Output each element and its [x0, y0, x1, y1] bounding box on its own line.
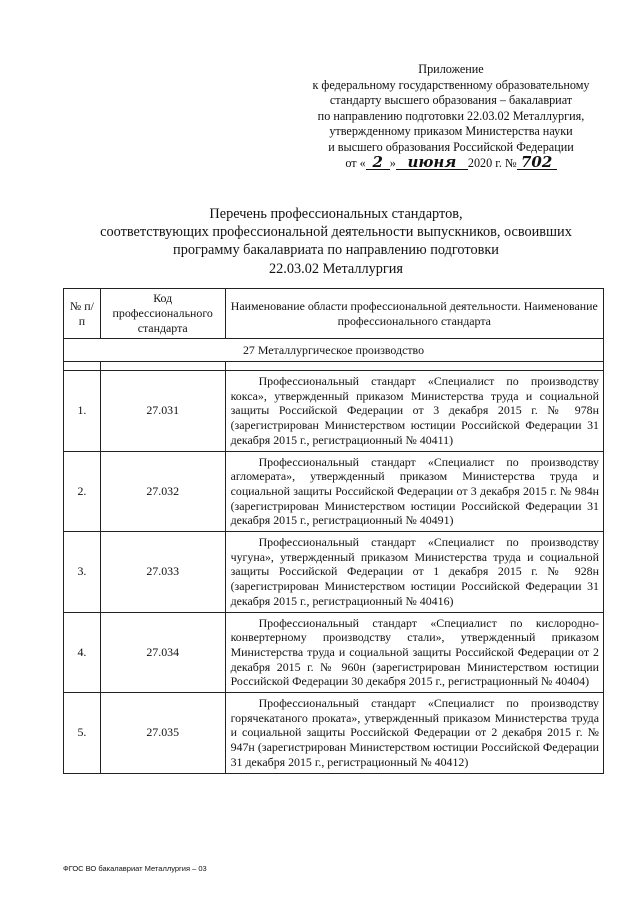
- table-row: [64, 693, 604, 774]
- table-header-row: [64, 289, 604, 339]
- standards-table: [63, 288, 604, 774]
- row-code: 27.034: [100, 612, 225, 693]
- row-desc: Профессиональный стандарт «Специалист по производству чугуна», утвержденный приказом Министерства труда и социальной защиты Российской Федерации от 1 декабря 2015 г. № 928н (зарегистрирован Министерством юстиции Российской Федерации 31 декабря 2015 г., регистрационный № 40416): [225, 532, 603, 613]
- row-desc: Профессиональный стандарт «Специалист по производству горячекатаного проката», утвержденный приказом Министерства труда и социальной защиты Российской Федерации от 2 декабря 2015 г. № 947н (зарегистрирован Министерством юстиции Российской Федерации 31 декабря 2015 г., регистрационный № 40412): [225, 693, 603, 774]
- row-desc: Профессиональный стандарт «Специалист по производству агломерата», утвержденный приказом Министерства труда и социальной защиты Российской Федерации от 3 декабря 2015 г. № 984н (зарегистрирован Министерством юстиции Российской Федерации 31 декабря 2015 г., регистрационный № 40491): [225, 451, 603, 532]
- spacer-cell: [100, 362, 225, 371]
- row-num: 3.: [64, 532, 101, 613]
- row-desc: Профессиональный стандарт «Специалист по производству кокса», утвержденный приказом Министерства труда и социальной защиты Российской Федерации от 3 декабря 2015 г. № 978н (зарегистрирован Министерством юстиции Российской Федерации 31 декабря 2015 г., регистрационный № 40411): [225, 371, 603, 452]
- table-row: [64, 612, 604, 693]
- spacer-cell: [64, 362, 101, 371]
- row-code: 27.033: [100, 532, 225, 613]
- row-code: 27.035: [100, 693, 225, 774]
- appendix-block: [290, 62, 612, 171]
- title-line: соответствующих профессиональной деятельности выпускников, освоивших: [100, 224, 572, 241]
- header-code: Код профессионального стандарта: [100, 289, 225, 339]
- handwritten-day: 2: [366, 156, 390, 170]
- row-code: 27.032: [100, 451, 225, 532]
- row-code: 27.031: [100, 371, 225, 452]
- appendix-date-line: [290, 152, 612, 172]
- appendix-line: Приложение: [418, 62, 484, 76]
- date-prefix: от «: [345, 155, 366, 170]
- spacer-row: [64, 362, 604, 371]
- appendix-line: утвержденному приказом Министерства науки: [329, 124, 573, 139]
- row-num: 5.: [64, 693, 101, 774]
- header-name: Наименование области профессиональной деятельности. Наименование профессионального стандарта: [225, 289, 603, 339]
- title-line: 22.03.02 Металлургия: [268, 260, 404, 277]
- document-title: [40, 205, 632, 278]
- date-mid: »: [389, 155, 396, 170]
- spacer-cell: [225, 362, 603, 371]
- page-footer: ФГОС ВО бакалавриат Металлургия – 03: [63, 864, 207, 873]
- row-num: 2.: [64, 451, 101, 532]
- row-num: 1.: [64, 371, 101, 452]
- title-line: программу бакалавриата по направлению подготовки: [173, 242, 499, 259]
- appendix-line: стандарту высшего образования – бакалавриат: [329, 93, 573, 108]
- row-num: 4.: [64, 612, 101, 693]
- date-year: 2020 г. №: [467, 155, 517, 170]
- title-line: Перечень профессиональных стандартов,: [209, 206, 463, 222]
- table-row: [64, 371, 604, 452]
- table-row: [64, 532, 604, 613]
- appendix-line: к федеральному государственному образовательному: [312, 77, 590, 92]
- appendix-line: и высшего образования Российской Федерации: [328, 139, 574, 154]
- group-row: [64, 339, 604, 362]
- appendix-line: по направлению подготовки 22.03.02 Металлургия,: [317, 108, 585, 123]
- handwritten-order-number: 702: [517, 156, 557, 170]
- group-title: 27 Металлургическое производство: [64, 339, 604, 362]
- table-row: [64, 451, 604, 532]
- header-num: № п/п: [64, 289, 101, 339]
- handwritten-month: июня: [396, 156, 468, 170]
- row-desc: Профессиональный стандарт «Специалист по кислородно-конвертерному производству стали», утвержденный приказом Министерства труда и социальной защиты Российской Федерации от 2 декабря 2015 г. № 960н (зарегистрирован Министерством юстиции Российской Федерации 30 декабря 2015 г., регистрационный № 40404): [225, 612, 603, 693]
